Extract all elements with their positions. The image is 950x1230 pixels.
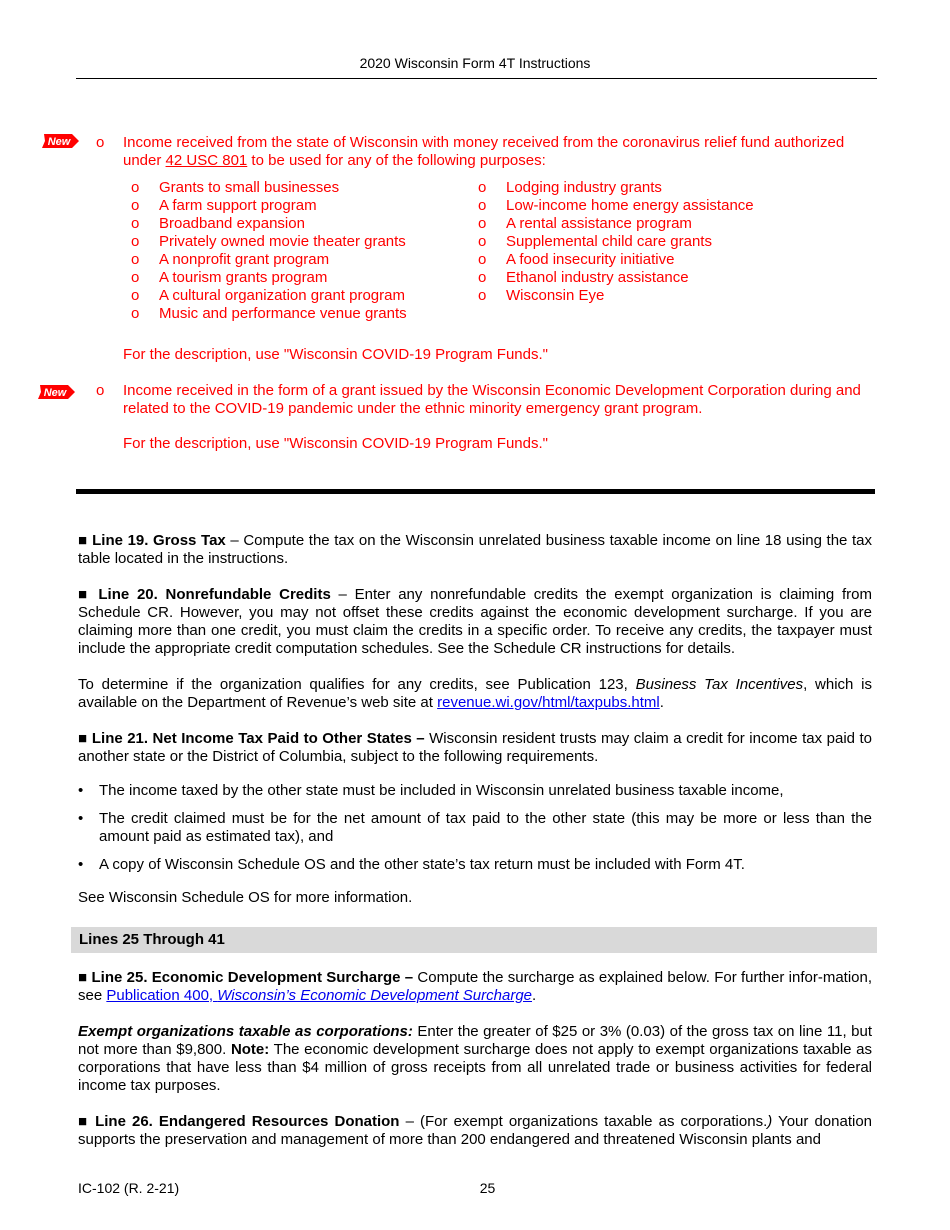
bullet-dot: • [78,810,84,827]
item-bullet: o [96,382,105,399]
list-bullet: o [131,287,140,304]
requirement-item: The income taxed by the other state must be included in Wisconsin unrelated business taxable income, [99,782,784,799]
wedc-grant-item: Income received in the form of a grant issued by the Wisconsin Economic Development Corporation during and related to the COVID-19 pandemic under the ethnic minority emergency grant program. [123,382,861,417]
list-bullet: o [478,215,487,232]
list-bullet: o [131,215,140,232]
list-bullet: o [131,269,140,286]
list-bullet: o [131,233,140,250]
exempt-organizations-paragraph: Exempt organizations taxable as corporations: Enter the greater of $25 or 3% (0.03) of the gross tax on line 11, but not more than $9,800. Note: The economic development surcharge does not apply to exempt organizations taxable as corporations that have less than $4 million of gross receipts from all unrelated trade or business activities for federal income tax purposes. [78,1023,873,1094]
list-item: Broadband expansion [159,215,305,232]
list-item: A food insecurity initiative [506,251,675,268]
header-divider [76,78,877,79]
section-heading: Lines 25 Through 41 [79,931,225,948]
requirement-item: A copy of Wisconsin Schedule OS and the other state’s tax return must be included with Form 4T. [99,856,745,873]
list-item: Low-income home energy assistance [506,197,754,214]
bullet-dot: • [78,782,84,799]
new-badge-icon [38,384,76,400]
list-bullet: o [478,197,487,214]
list-item: A tourism grants program [159,269,328,286]
list-bullet: o [131,179,140,196]
publication-400-link[interactable]: Publication 400, Wisconsin’s Economic Development Surcharge [106,987,533,1004]
section-heading-bar [71,927,877,953]
taxpubs-link[interactable]: revenue.wi.gov/html/taxpubs.html [437,694,660,711]
line-20-paragraph: ■ Line 20. Nonrefundable Credits – Enter any nonrefundable credits the exempt organization is claiming from Schedule CR. However, you may not offset these credits against the economic development surcharge. If you are claiming more than one credit, you must claim the credits in a specific order. To receive any credits, the taxpayer must include the appropriate credit computation schedules. See the Schedule CR instructions for details. [78,586,873,657]
line-21-paragraph: ■ Line 21. Net Income Tax Paid to Other States – Wisconsin resident trusts may claim a credit for income tax paid to another state or the District of Columbia, subject to the following requirements. [78,730,873,765]
svg-text:New: New [47,136,71,148]
list-bullet: o [478,251,487,268]
list-item: Lodging industry grants [506,179,662,196]
schedule-os-note: See Wisconsin Schedule OS for more information. [78,889,413,906]
list-bullet: o [478,233,487,250]
description-note-1: For the description, use "Wisconsin COVID-19 Program Funds." [123,346,548,363]
list-item: A rental assistance program [506,215,692,232]
new-badge-icon [42,133,80,149]
list-bullet: o [131,251,140,268]
list-item: Grants to small businesses [159,179,340,196]
list-item: A cultural organization grant program [159,287,405,304]
list-bullet: o [131,197,140,214]
page-number: 25 [479,1180,496,1196]
form-id: IC-102 (R. 2-21) [78,1180,180,1196]
description-note-2: For the description, use "Wisconsin COVID-19 Program Funds." [123,435,548,452]
bullet-dot: • [78,856,84,873]
list-item: A nonprofit grant program [159,251,330,268]
list-item: A farm support program [159,197,317,214]
usc-link[interactable]: 42 USC 801 [165,152,248,169]
list-bullet: o [478,287,487,304]
svg-text:New: New [43,387,67,399]
requirement-item: The credit claimed must be for the net amount of tax paid to the other state (this may be more or less than the amount paid as estimated tax), and [99,810,872,845]
line-26-paragraph: ■ Line 26. Endangered Resources Donation – (For exempt organizations taxable as corporations.) Your donation supports the preservation and management of more than 200 endangered and threatened Wisconsin plants and [78,1113,873,1148]
page-header-title: 2020 Wisconsin Form 4T Instructions [359,55,591,71]
list-item: Wisconsin Eye [506,287,605,304]
line-19-paragraph: ■ Line 19. Gross Tax – Compute the tax on the Wisconsin unrelated business taxable income on line 18 using the tax table located in the instructions. [78,532,873,567]
item-bullet: o [96,134,105,151]
covid-relief-fund-item: Income received from the state of Wisconsin with money received from the coronavirus relief fund authorized under 42 USC 801 to be used for any of the following purposes: [123,134,845,169]
list-bullet: o [131,305,140,322]
list-item: Ethanol industry assistance [506,269,689,286]
list-item: Music and performance venue grants [159,305,407,322]
section-divider [76,489,875,494]
list-bullet: o [478,179,487,196]
credits-paragraph: To determine if the organization qualifies for any credits, see Publication 123, Business Tax Incentives, which is available on the Department of Revenue’s web site at revenue.wi.gov/html/taxpubs.html. [78,676,872,711]
line-25-paragraph: ■ Line 25. Economic Development Surcharge – Compute the surcharge as explained below. For further infor-mation, see Publication 400, Wisconsin’s Economic Development Surcharge. [78,969,873,1004]
list-item: Privately owned movie theater grants [159,233,406,250]
list-item: Supplemental child care grants [506,233,712,250]
list-bullet: o [478,269,487,286]
